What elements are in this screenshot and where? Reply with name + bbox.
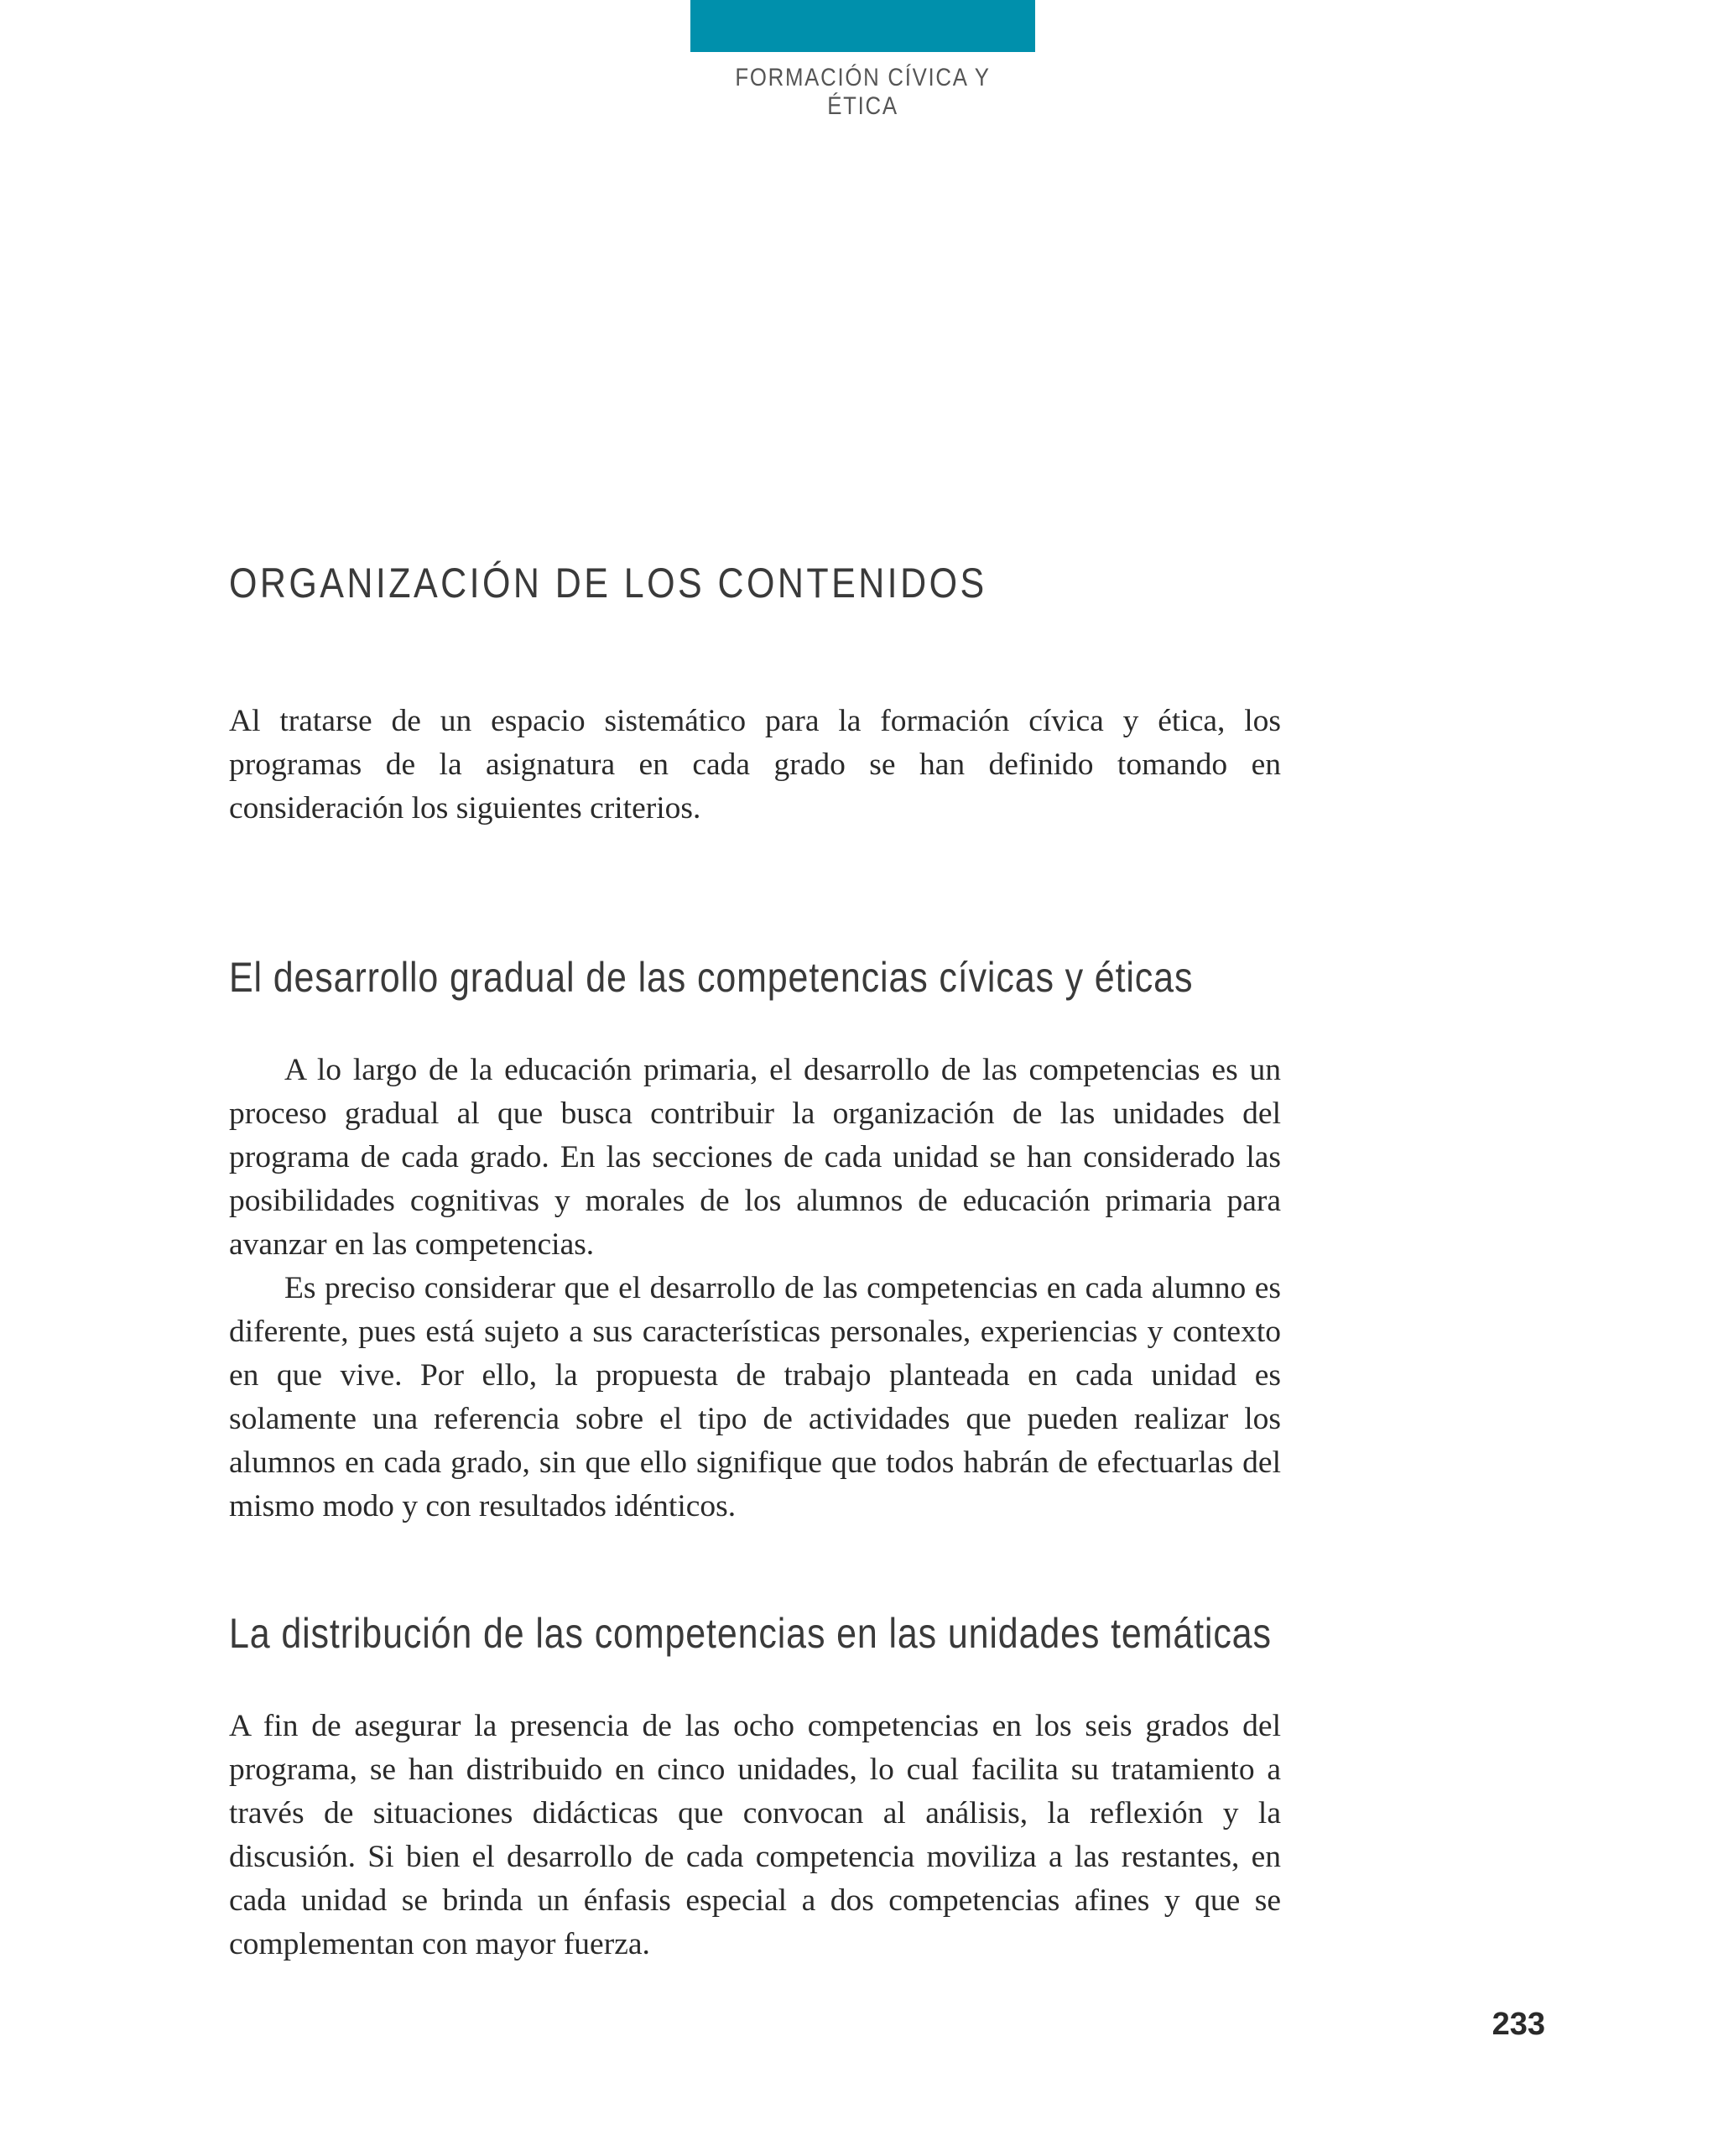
paragraph-gradual-1: A lo largo de la educación primaria, el desarrollo de las competencias es un proceso gradual al que busca contribuir la organización de las unidades del programa de cada grado. En las secciones de cada unidad se han considerado las posibilidades cognitivas y morales de los alumnos de educación primaria para avanzar en las competencias. <box>229 1053 1281 1262</box>
subsection-heading-gradual: El desarrollo gradual de las competencias cívicas y éticas <box>229 954 1194 1001</box>
intro-paragraph: Al tratarse de un espacio sistemático para la formación cívica y ética, los programas de la asignatura en cada grado se han definido tomando en consideración los siguientes criterios. <box>229 704 1281 825</box>
header-accent-bar <box>690 0 1035 52</box>
running-header: FORMACIÓN CÍVICA Y ÉTICA <box>735 64 991 120</box>
subsection-heading-distribucion: La distribución de las competencias en las unidades temáticas <box>229 1610 1272 1657</box>
paragraph-gradual-2: Es preciso considerar que el desarrollo de las competencias en cada alumno es diferente, pues está sujeto a sus características personales, experiencias y contexto en que vive. Por ello, la propuesta de trabajo planteada en cada unidad es solamente una referencia sobre el tipo de actividades que pueden realizar los alumnos en cada grado, sin que ello signifique que todos habrán de efectuarlas del mismo modo y con resultados idénticos. <box>229 1271 1281 1523</box>
section-title: ORGANIZACIÓN DE LOS CONTENIDOS <box>229 560 987 607</box>
paragraph-distribucion-1: A fin de asegurar la presencia de las ocho competencias en los seis grados del programa, se han distribuido en cinco unidades, lo cual facilita su tratamiento a través de situaciones didácticas que convocan al análisis, la reflexión y la discusión. Si bien el desarrollo de cada competencia moviliza a las restantes, en cada unidad se brinda un énfasis especial a dos competencias afines y que se complementan con mayor fuerza. <box>229 1709 1281 1961</box>
page-number: 233 <box>1492 2007 1545 2042</box>
